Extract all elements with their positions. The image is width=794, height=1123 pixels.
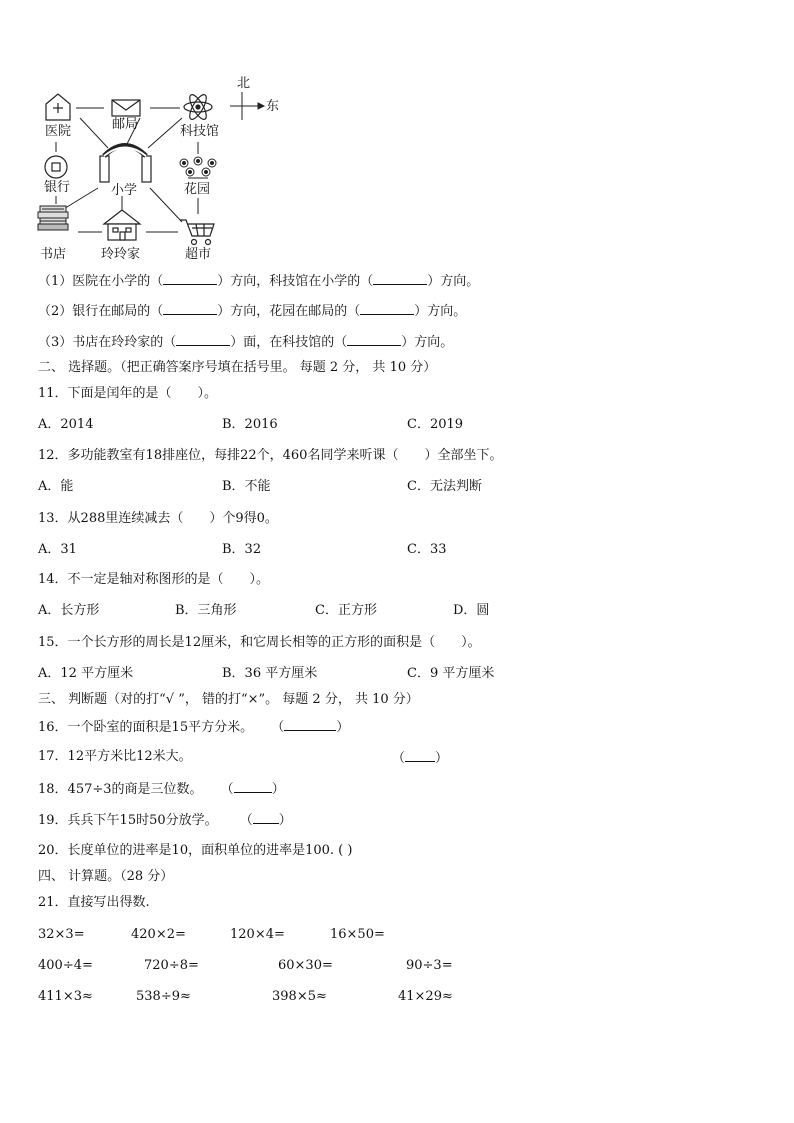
- answer-blank[interactable]: [176, 333, 230, 346]
- place-label-hospital: 医院: [45, 124, 72, 139]
- hospital-icon: [46, 94, 70, 120]
- section-4-heading: 四、 计算题。（28 分）: [38, 869, 174, 884]
- calc-item[interactable]: 400÷4=: [38, 958, 93, 973]
- judge-item-17-answer[interactable]: [392, 749, 448, 767]
- question-12-option-c[interactable]: C．无法判断: [407, 479, 482, 494]
- judge-item-16-answer[interactable]: [271, 718, 349, 736]
- question-14-stem: 14．不一定是轴对称图形的是（ ）。: [38, 572, 270, 587]
- map-question-2-part-c: ）方向。: [414, 304, 467, 319]
- atom-icon: [184, 92, 212, 121]
- map-question-1-part-a: （1）医院在小学的（: [38, 274, 164, 289]
- shopping-cart-icon: [180, 220, 214, 245]
- calc-item[interactable]: 411×3≈: [38, 989, 93, 1004]
- judge-item-16-text: 16．一个卧室的面积是15平方分米。: [38, 720, 254, 735]
- envelope-icon: [112, 100, 140, 116]
- place-label-supermarket: 超市: [185, 247, 212, 262]
- place-label-school: 小学: [111, 183, 138, 198]
- place-label-bookstore: 书店: [40, 247, 67, 262]
- map-question-1-part-b: ）方向，科技馆在小学的（: [217, 274, 374, 289]
- place-label-science-museum: 科技馆: [180, 124, 220, 139]
- bracket-close: ）: [271, 782, 285, 797]
- calc-item[interactable]: 720÷8=: [144, 958, 199, 973]
- judge-item-18-answer[interactable]: [221, 780, 285, 798]
- map-question-3: [38, 333, 453, 351]
- question-15-option-c[interactable]: C．9 平方厘米: [407, 666, 495, 681]
- question-15-option-a[interactable]: A．12 平方厘米: [38, 666, 134, 681]
- judge-item-19: [38, 811, 292, 829]
- question-13-stem: 13．从288里连续减去（ ）个9得0。: [38, 511, 278, 526]
- map-question-1-part-c: ）方向。: [427, 274, 480, 289]
- question-21-stem: 21．直接写出得数.: [38, 895, 150, 910]
- question-14-option-a[interactable]: A．长方形: [38, 603, 100, 618]
- judge-item-19-answer[interactable]: [240, 811, 292, 829]
- bracket-open: （: [239, 813, 253, 828]
- question-11-option-c[interactable]: C．2019: [407, 417, 464, 432]
- flowers-icon: [180, 157, 216, 178]
- answer-blank[interactable]: [163, 302, 217, 315]
- answer-blank[interactable]: [347, 333, 401, 346]
- coin-icon: [45, 156, 67, 178]
- calc-item[interactable]: 398×5≈: [272, 989, 327, 1004]
- bracket-open: （: [271, 720, 285, 735]
- question-11-option-a[interactable]: A．2014: [38, 417, 94, 432]
- question-11-stem: 11．下面是闰年的是（ ）。: [38, 386, 218, 401]
- question-14-option-b[interactable]: B．三角形: [175, 603, 237, 618]
- books-icon: [38, 206, 68, 230]
- house-icon: [104, 210, 140, 240]
- calc-item[interactable]: 90÷3=: [406, 958, 453, 973]
- answer-blank[interactable]: [373, 272, 427, 285]
- place-label-lingling-home: 玲玲家: [101, 247, 141, 262]
- calc-item[interactable]: 538÷9≈: [136, 989, 191, 1004]
- question-12-stem: 12．多功能教室有18排座位，每排22个，460名同学来听课（ ）全部坐下。: [38, 448, 503, 463]
- question-12-option-a[interactable]: A．能: [38, 479, 74, 494]
- answer-blank[interactable]: [234, 780, 272, 793]
- map-question-3-part-b: ）面，在科技馆的（: [230, 335, 348, 350]
- bracket-open: （: [220, 782, 234, 797]
- school-gate-icon: [100, 146, 151, 183]
- map-question-3-part-a: （3）书店在玲玲家的（: [38, 335, 177, 350]
- compass-icon: [230, 92, 264, 120]
- compass-east-label: 东: [266, 99, 280, 114]
- calc-item[interactable]: 32×3=: [38, 927, 85, 942]
- answer-blank[interactable]: [253, 811, 279, 824]
- answer-blank[interactable]: [163, 272, 217, 285]
- question-13-option-a[interactable]: A．31: [38, 542, 77, 557]
- calc-item[interactable]: 41×29≈: [398, 989, 453, 1004]
- bracket-open: （: [392, 751, 406, 766]
- bracket-close: ）: [435, 751, 449, 766]
- compass-north-label: 北: [237, 76, 251, 91]
- question-15-option-b[interactable]: B．36 平方厘米: [222, 666, 318, 681]
- judge-item-20: 20．长度单位的进率是10，面积单位的进率是100. ( ): [38, 843, 353, 858]
- map-question-2-part-b: ）方向，花园在邮局的（: [217, 304, 361, 319]
- place-label-post-office: 邮局: [112, 117, 139, 132]
- place-label-garden: 花园: [184, 182, 211, 197]
- section-3-heading: 三、 判断题（对的打“√ ”， 错的打“×”。 每题 2 分， 共 10 分）: [38, 692, 419, 707]
- question-13-option-c[interactable]: C．33: [407, 542, 447, 557]
- calc-item[interactable]: 120×4=: [230, 927, 285, 942]
- question-11-option-b[interactable]: B．2016: [222, 417, 278, 432]
- judge-item-19-text: 19．兵兵下午15时50分放学。: [38, 813, 218, 828]
- bracket-close: ）: [278, 813, 292, 828]
- answer-blank[interactable]: [284, 718, 336, 731]
- map-question-3-part-c: ）方向。: [401, 335, 454, 350]
- direction-map: [0, 0, 794, 270]
- judge-item-18-text: 18．457÷3的商是三位数。: [38, 782, 203, 797]
- calc-item[interactable]: 420×2=: [131, 927, 186, 942]
- calc-item[interactable]: 60×30=: [278, 958, 333, 973]
- judge-item-17: 17．12平方米比12米大。: [38, 749, 192, 764]
- section-2-heading: 二、 选择题。（把正确答案序号填在括号里。 每题 2 分， 共 10 分）: [38, 360, 437, 375]
- map-question-1: [38, 272, 479, 290]
- map-question-2-part-a: （2）银行在邮局的（: [38, 304, 164, 319]
- judge-item-18: [38, 780, 285, 798]
- question-13-option-b[interactable]: B．32: [222, 542, 262, 557]
- question-12-option-b[interactable]: B．不能: [222, 479, 271, 494]
- question-14-option-d[interactable]: D．圆: [453, 603, 490, 618]
- place-label-bank: 银行: [44, 180, 71, 195]
- judge-item-16: [38, 718, 349, 736]
- bracket-close: ）: [336, 720, 350, 735]
- answer-blank[interactable]: [405, 749, 435, 762]
- map-question-2: [38, 302, 466, 320]
- question-15-stem: 15．一个长方形的周长是12厘米，和它周长相等的正方形的面积是（ ）。: [38, 635, 481, 650]
- answer-blank[interactable]: [360, 302, 414, 315]
- calc-item[interactable]: 16×50=: [330, 927, 385, 942]
- question-14-option-c[interactable]: C．正方形: [315, 603, 377, 618]
